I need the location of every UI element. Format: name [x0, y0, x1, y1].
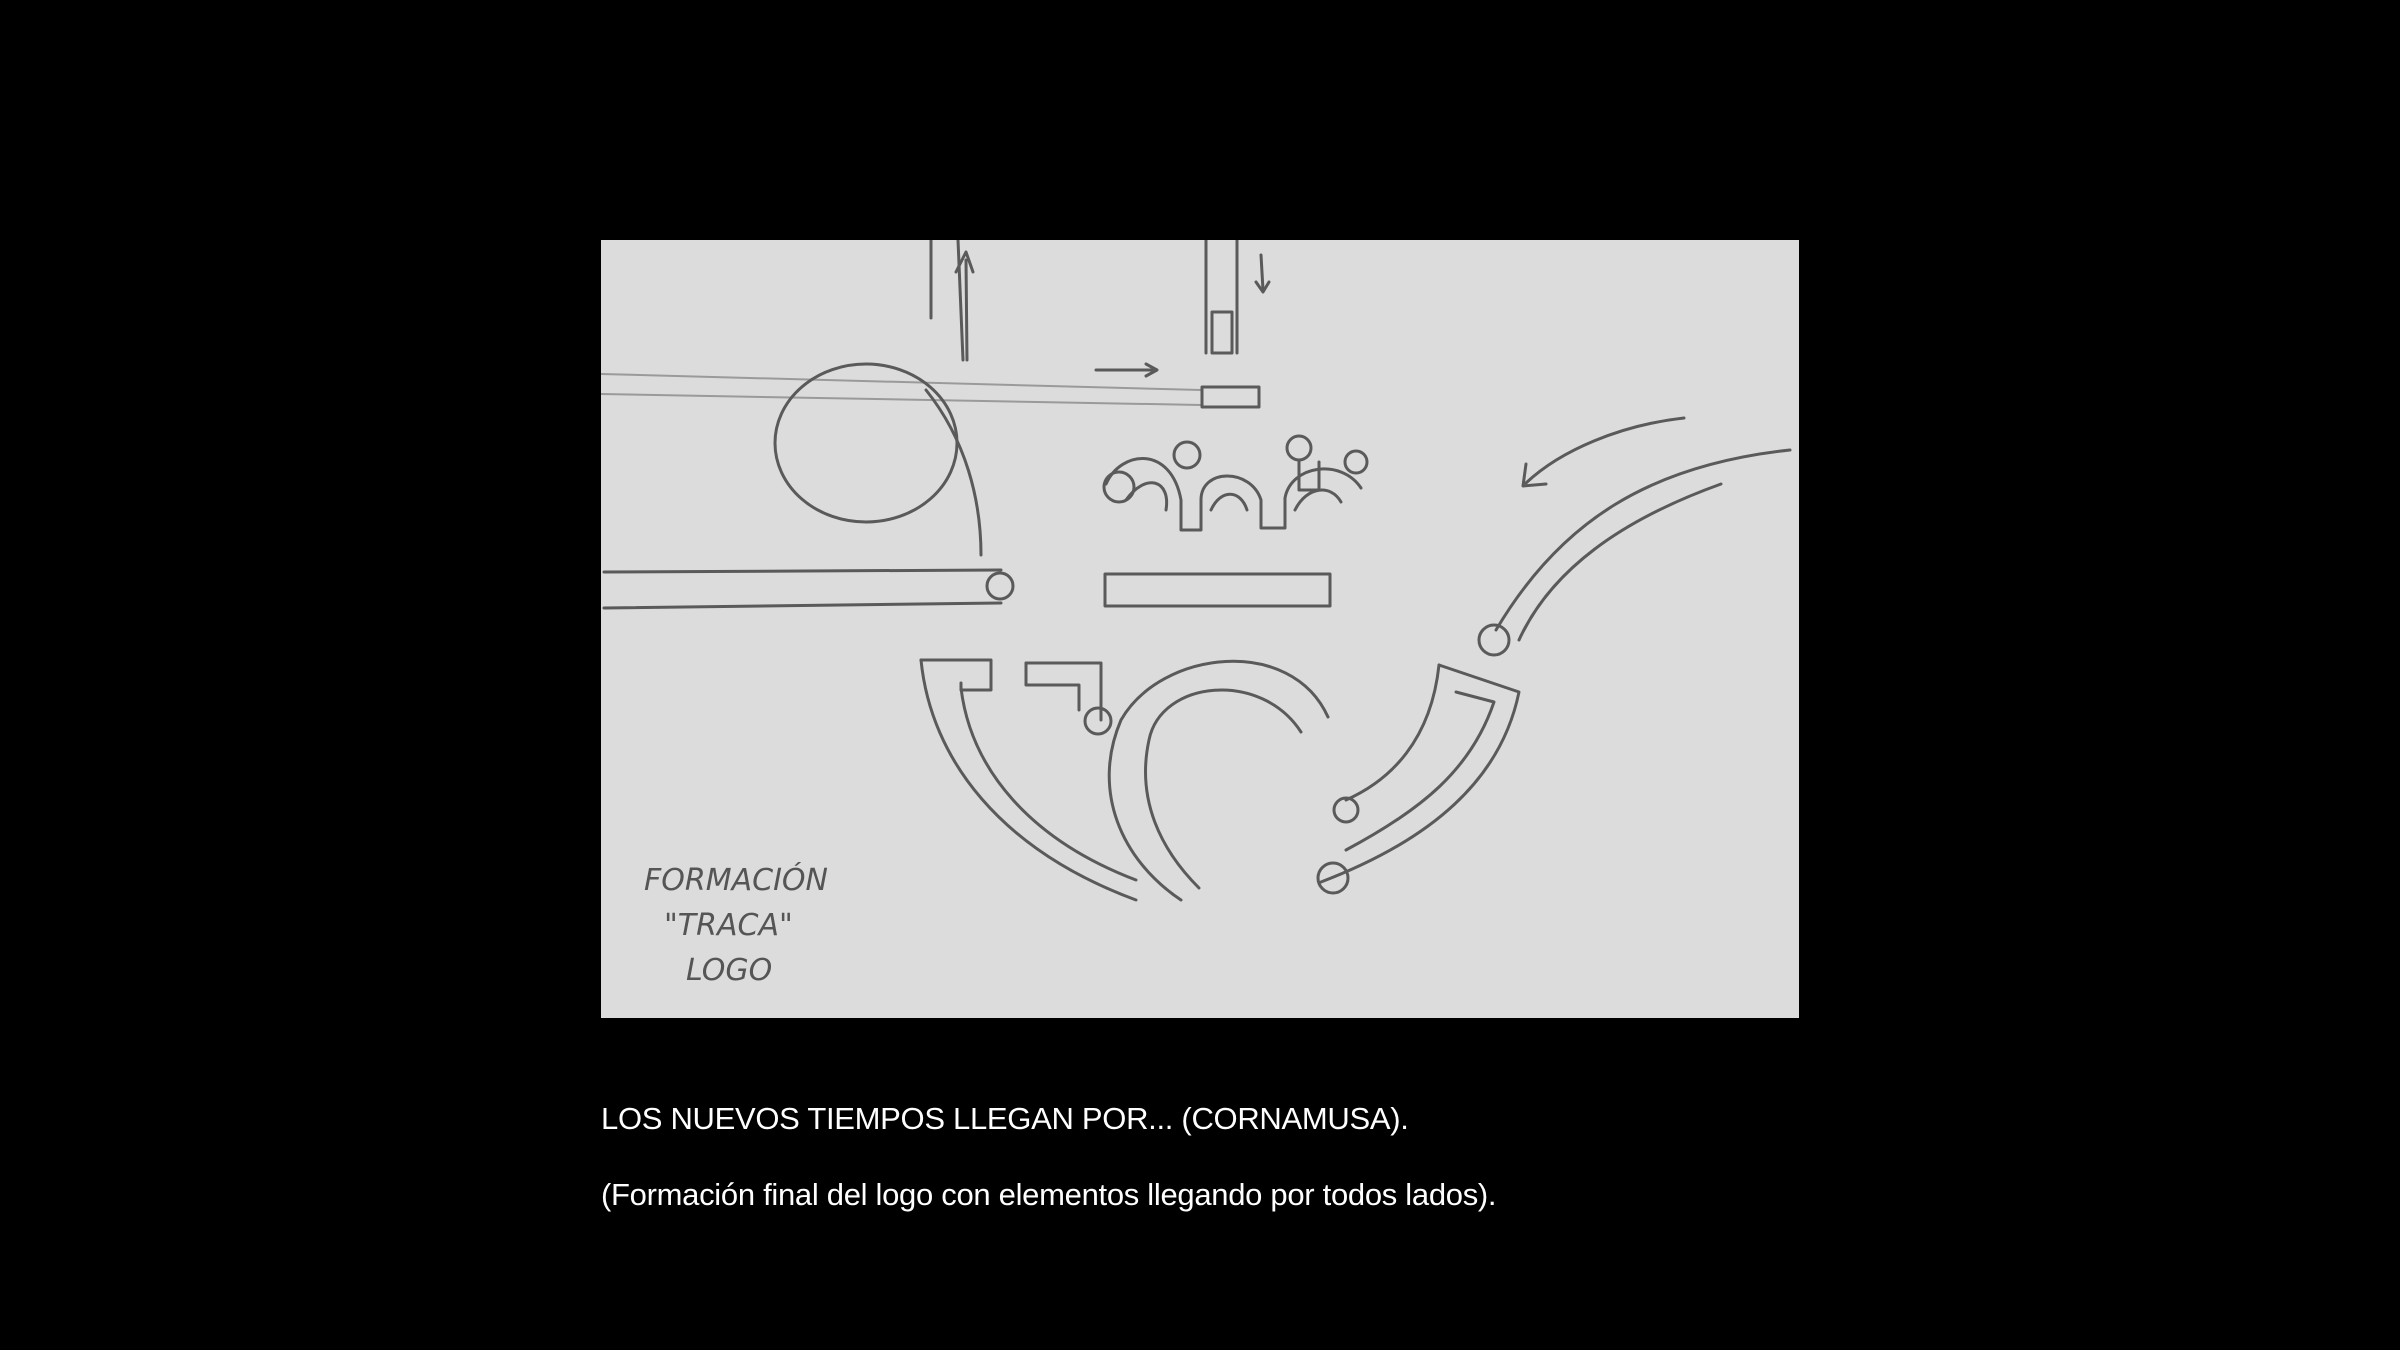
caption-description: (Formación final del logo con elementos llegando por todos lados). — [601, 1177, 1497, 1212]
caption-title: LOS NUEVOS TIEMPOS LLEGAN POR... (CORNAMUSA). — [601, 1101, 1409, 1136]
pencil-sketch-drawing — [601, 240, 1799, 1018]
storyboard-sketch-image — [601, 240, 1799, 1018]
note-line-3: LOGO — [686, 953, 773, 988]
note-line-2: "TRACA" — [664, 908, 793, 943]
note-line-1: FORMACIÓN — [644, 863, 828, 898]
